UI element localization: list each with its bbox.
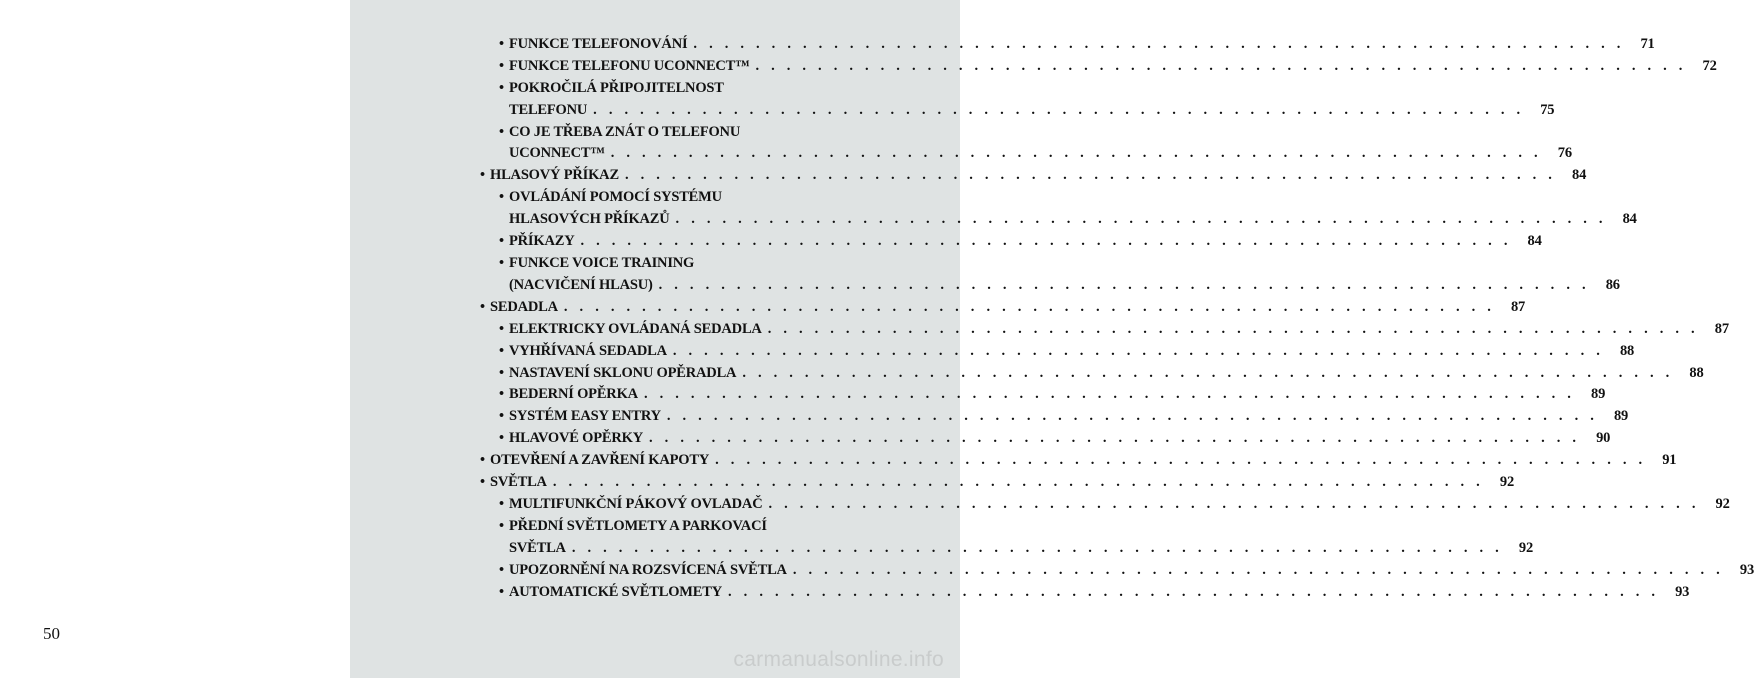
bullet-icon: • [499,583,504,600]
toc-entry-title: SEDADLA [490,298,558,315]
bullet-icon: • [499,233,504,250]
toc-entry-page: 88 [1689,364,1704,381]
toc-entry-page: 93 [1675,583,1690,600]
toc-entry[interactable] [499,364,1704,387]
dot-leader: . . . . . . . . . . . . . . . . . . . . . . . . . . . . . . . . . . . . . . . . . . . . . . . . . . . . . . . . . . . . [742,364,1674,381]
dot-leader: . . . . . . . . . . . . . . . . . . . . . . . . . . . . . . . . . . . . . . . . . . . . . . . . . . . . . . . . . . . . [768,495,1700,512]
bullet-icon: • [499,79,504,96]
bullet-icon: • [499,495,504,512]
bullet-icon: • [499,386,504,403]
toc-entry[interactable] [499,408,1629,430]
toc-entry-line [499,145,1572,167]
dot-leader: . . . . . . . . . . . . . . . . . . . . . . . . . . . . . . . . . . . . . . . . . . . . . . . . . . . . . . . . . . . . [649,430,1581,447]
toc-entry-line [499,342,1635,365]
toc-entry-line [499,255,897,277]
toc-entry-line [499,57,1717,80]
page-number: 50 [43,624,60,643]
toc-entry-title: FUNKCE TELEFONOVÁNÍ [509,36,688,52]
toc-entry-line [480,452,1677,474]
toc-entry-line [499,386,1606,408]
toc-entry-line [499,583,1690,606]
bullet-icon: • [499,255,504,271]
toc-entry-page: 90 [1596,430,1611,447]
toc-entry-title: SVĚTLA [509,539,566,556]
toc-entry-title: PŘEDNÍ SVĚTLOMETY A PARKOVACÍ [509,517,767,534]
bullet-icon: • [499,123,504,140]
dot-leader: . . . . . . . . . . . . . . . . . . . . . . . . . . . . . . . . . . . . . . . . . . . . . . . . . . . . . . . . . . . . [792,561,1724,578]
toc-entry-title: SVĚTLA [490,474,547,490]
toc-entry[interactable] [480,167,1587,189]
dot-leader: . . . . . . . . . . . . . . . . . . . . . . . . . . . . . . . . . . . . . . . . . . . . . . . . . . . . . . . . . . . . [693,36,1625,52]
bullet-icon: • [499,430,504,447]
right-page [350,0,1754,678]
toc-entry[interactable] [499,342,1635,365]
toc-entry-line [499,80,897,102]
dot-leader: . . . . . . . . . . . . . . . . . . . . . . . . . . . . . . . . . . . . . . . . . . . . . . . . . . . . . . . . . . . . [643,386,1576,403]
toc-entry[interactable] [499,517,1534,562]
toc-entry-page: 86 [1605,276,1620,293]
toc-entry-page: 89 [1613,408,1629,425]
toc-entry-line [499,408,1629,430]
toc-entry-page: 87 [1714,320,1729,337]
dot-leader: . . . . . . . . . . . . . . . . . . . . . . . . . . . . . . . . . . . . . . . . . . . . . . . . . . . . . . . . . . . . [728,583,1660,600]
toc-entry-line [499,495,1730,518]
toc-entry-page: 89 [1591,386,1606,403]
dot-leader: . . . . . . . . . . . . . . . . . . . . . . . . . . . . . . . . . . . . . . . . . . . . . . . . . . . . . . . . . . . . [593,101,1525,118]
bullet-icon: • [480,452,485,469]
dot-leader: . . . . . . . . . . . . . . . . . . . . . . . . . . . . . . . . . . . . . . . . . . . . . . . . . . . . . . . . . . . . [580,233,1512,250]
toc-entry-title: POKROČILÁ PŘIPOJITELNOST [509,79,724,96]
dot-leader: . . . . . . . . . . . . . . . . . . . . . . . . . . . . . . . . . . . . . . . . . . . . . . . . . . . . . . . . . . . . [675,211,1607,228]
toc-entry-page: 92 [1499,474,1515,490]
toc-entry[interactable] [499,386,1606,408]
toc-entry-title: AUTOMATICKÉ SVĚTLOMETY [509,583,723,600]
dot-leader: . . . . . . . . . . . . . . . . . . . . . . . . . . . . . . . . . . . . . . . . . . . . . . . . . . . . . . . . . . . . [715,452,1647,469]
toc-entry-page: 91 [1662,452,1677,469]
toc-entry[interactable] [499,255,1620,299]
toc-entry-page: 72 [1702,57,1717,74]
toc-entry[interactable] [499,495,1730,518]
toc-entry[interactable] [480,298,1526,321]
bullet-icon: • [480,167,485,184]
toc-entry[interactable] [499,189,1637,233]
dot-leader: . . . . . . . . . . . . . . . . . . . . . . . . . . . . . . . . . . . . . . . . . . . . . . . . . . . . . . . . . . . . [755,57,1687,74]
toc-entry-page: 84 [1622,211,1637,228]
watermark: carmanualsonline.info [733,648,944,671]
toc-entry-title: UCONNECT™ [509,145,605,162]
toc-entry-line [499,101,1555,124]
bullet-icon: • [499,36,504,52]
toc-entry-line [499,518,897,540]
dot-leader: . . . . . . . . . . . . . . . . . . . . . . . . . . . . . . . . . . . . . . . . . . . . . . . . . . . . . . . . . . . . [563,298,1496,315]
toc-entry-page: 92 [1715,495,1730,512]
toc-entry-title: HLASOVÝCH PŘÍKAZŮ [509,211,670,228]
toc-entry-title: HLAVOVÉ OPĚRKY [509,430,644,447]
toc-entry-title: TELEFONU [509,101,588,118]
toc-entry-title: MULTIFUNKČNÍ PÁKOVÝ OVLADAČ [509,495,763,512]
bullet-icon: • [499,364,504,381]
toc-entry-title: OTEVŘENÍ A ZAVŘENÍ KAPOTY [490,452,710,469]
dot-leader: . . . . . . . . . . . . . . . . . . . . . . . . . . . . . . . . . . . . . . . . . . . . . . . . . . . . . . . . . . . . [666,408,1599,425]
bullet-icon: • [480,474,485,490]
toc-entry[interactable] [499,561,1754,584]
dot-leader: . . . . . . . . . . . . . . . . . . . . . . . . . . . . . . . . . . . . . . . . . . . . . . . . . . . . . . . . . . . . [672,342,1605,359]
toc-entry-title: FUNKCE TELEFONU UCONNECT™ [509,57,750,74]
toc-entry[interactable] [499,123,1572,168]
dot-leader: . . . . . . . . . . . . . . . . . . . . . . . . . . . . . . . . . . . . . . . . . . . . . . . . . . . . . . . . . . . . [624,167,1557,184]
toc-entry-title: ELEKTRICKY OVLÁDANÁ SEDADLA [509,320,762,337]
toc-entry-title: OVLÁDÁNÍ POMOCÍ SYSTÉMU [509,189,722,206]
toc-entry-title: PŘÍKAZY [509,233,575,250]
bullet-icon: • [499,189,504,206]
toc-entry[interactable] [499,79,1555,124]
dot-leader: . . . . . . . . . . . . . . . . . . . . . . . . . . . . . . . . . . . . . . . . . . . . . . . . . . . . . . . . . . . . [610,145,1542,162]
toc-entry-line [499,36,1655,58]
dot-leader: . . . . . . . . . . . . . . . . . . . . . . . . . . . . . . . . . . . . . . . . . . . . . . . . . . . . . . . . . . . . [571,539,1504,556]
toc-entry-page: 93 [1739,561,1754,578]
toc-entry-line [480,474,1515,496]
toc-entry-line [499,320,1729,343]
toc-entry-title: HLASOVÝ PŘÍKAZ [490,167,619,184]
toc-entry-line [499,561,1754,584]
toc-entry-title: VYHŘÍVANÁ SEDADLA [509,342,667,359]
toc-entry-page: 76 [1557,145,1572,162]
toc-entry-title: BEDERNÍ OPĚRKA [509,386,638,403]
bullet-icon: • [499,408,504,425]
toc-entry[interactable] [480,452,1677,474]
dot-leader: . . . . . . . . . . . . . . . . . . . . . . . . . . . . . . . . . . . . . . . . . . . . . . . . . . . . . . . . . . . . [552,474,1485,490]
toc-entry-title: FUNKCE VOICE TRAINING [509,255,695,271]
toc-entry-line [499,189,897,211]
bullet-icon: • [499,57,504,74]
toc-entry-page: 75 [1540,101,1555,118]
toc-entry-page: 84 [1572,167,1587,184]
toc-entry[interactable] [499,36,1655,58]
bullet-icon: • [499,342,504,359]
toc-entry-page: 84 [1527,233,1542,250]
toc-entry-title: SYSTÉM EASY ENTRY [509,408,661,425]
toc-entry[interactable] [499,57,1717,80]
dot-leader: . . . . . . . . . . . . . . . . . . . . . . . . . . . . . . . . . . . . . . . . . . . . . . . . . . . . . . . . . . . . [658,276,1590,293]
toc-entry-title: UPOZORNĚNÍ NA ROZSVÍCENÁ SVĚTLA [509,561,787,578]
toc-entry-page: 88 [1619,342,1635,359]
toc-entry-line [499,211,1637,233]
toc-entry-title: (NACVIČENÍ HLASU) [509,276,653,293]
toc-entry-title: NASTAVENÍ SKLONU OPĚRADLA [509,364,737,381]
bullet-icon: • [499,517,504,534]
bullet-icon: • [499,320,504,337]
toc-entry-title: CO JE TŘEBA ZNÁT O TELEFONU [509,123,741,140]
toc-entry-line [480,298,1526,321]
toc-entry-line [499,276,1620,299]
toc-entry[interactable] [480,474,1515,496]
toc-entry-line [499,430,1611,452]
toc-entry-page: 71 [1640,36,1655,52]
toc-entry-line [499,364,1704,387]
toc-entry-line [499,124,897,146]
left-page [0,0,350,678]
toc-entry-page: 87 [1510,298,1526,315]
bullet-icon: • [499,561,504,578]
toc-entry[interactable] [499,583,1690,606]
dot-leader: . . . . . . . . . . . . . . . . . . . . . . . . . . . . . . . . . . . . . . . . . . . . . . . . . . . . . . . . . . . . [767,320,1699,337]
toc-entry[interactable] [499,320,1729,343]
toc-entry[interactable] [499,430,1611,452]
table-of-contents [350,0,1754,678]
toc-entry-line [499,233,1542,255]
bullet-icon: • [480,298,485,315]
toc-entry[interactable] [499,233,1542,255]
toc-entry-line [499,539,1534,562]
toc-entry-line [480,167,1587,189]
toc-entry-page: 92 [1518,539,1534,556]
